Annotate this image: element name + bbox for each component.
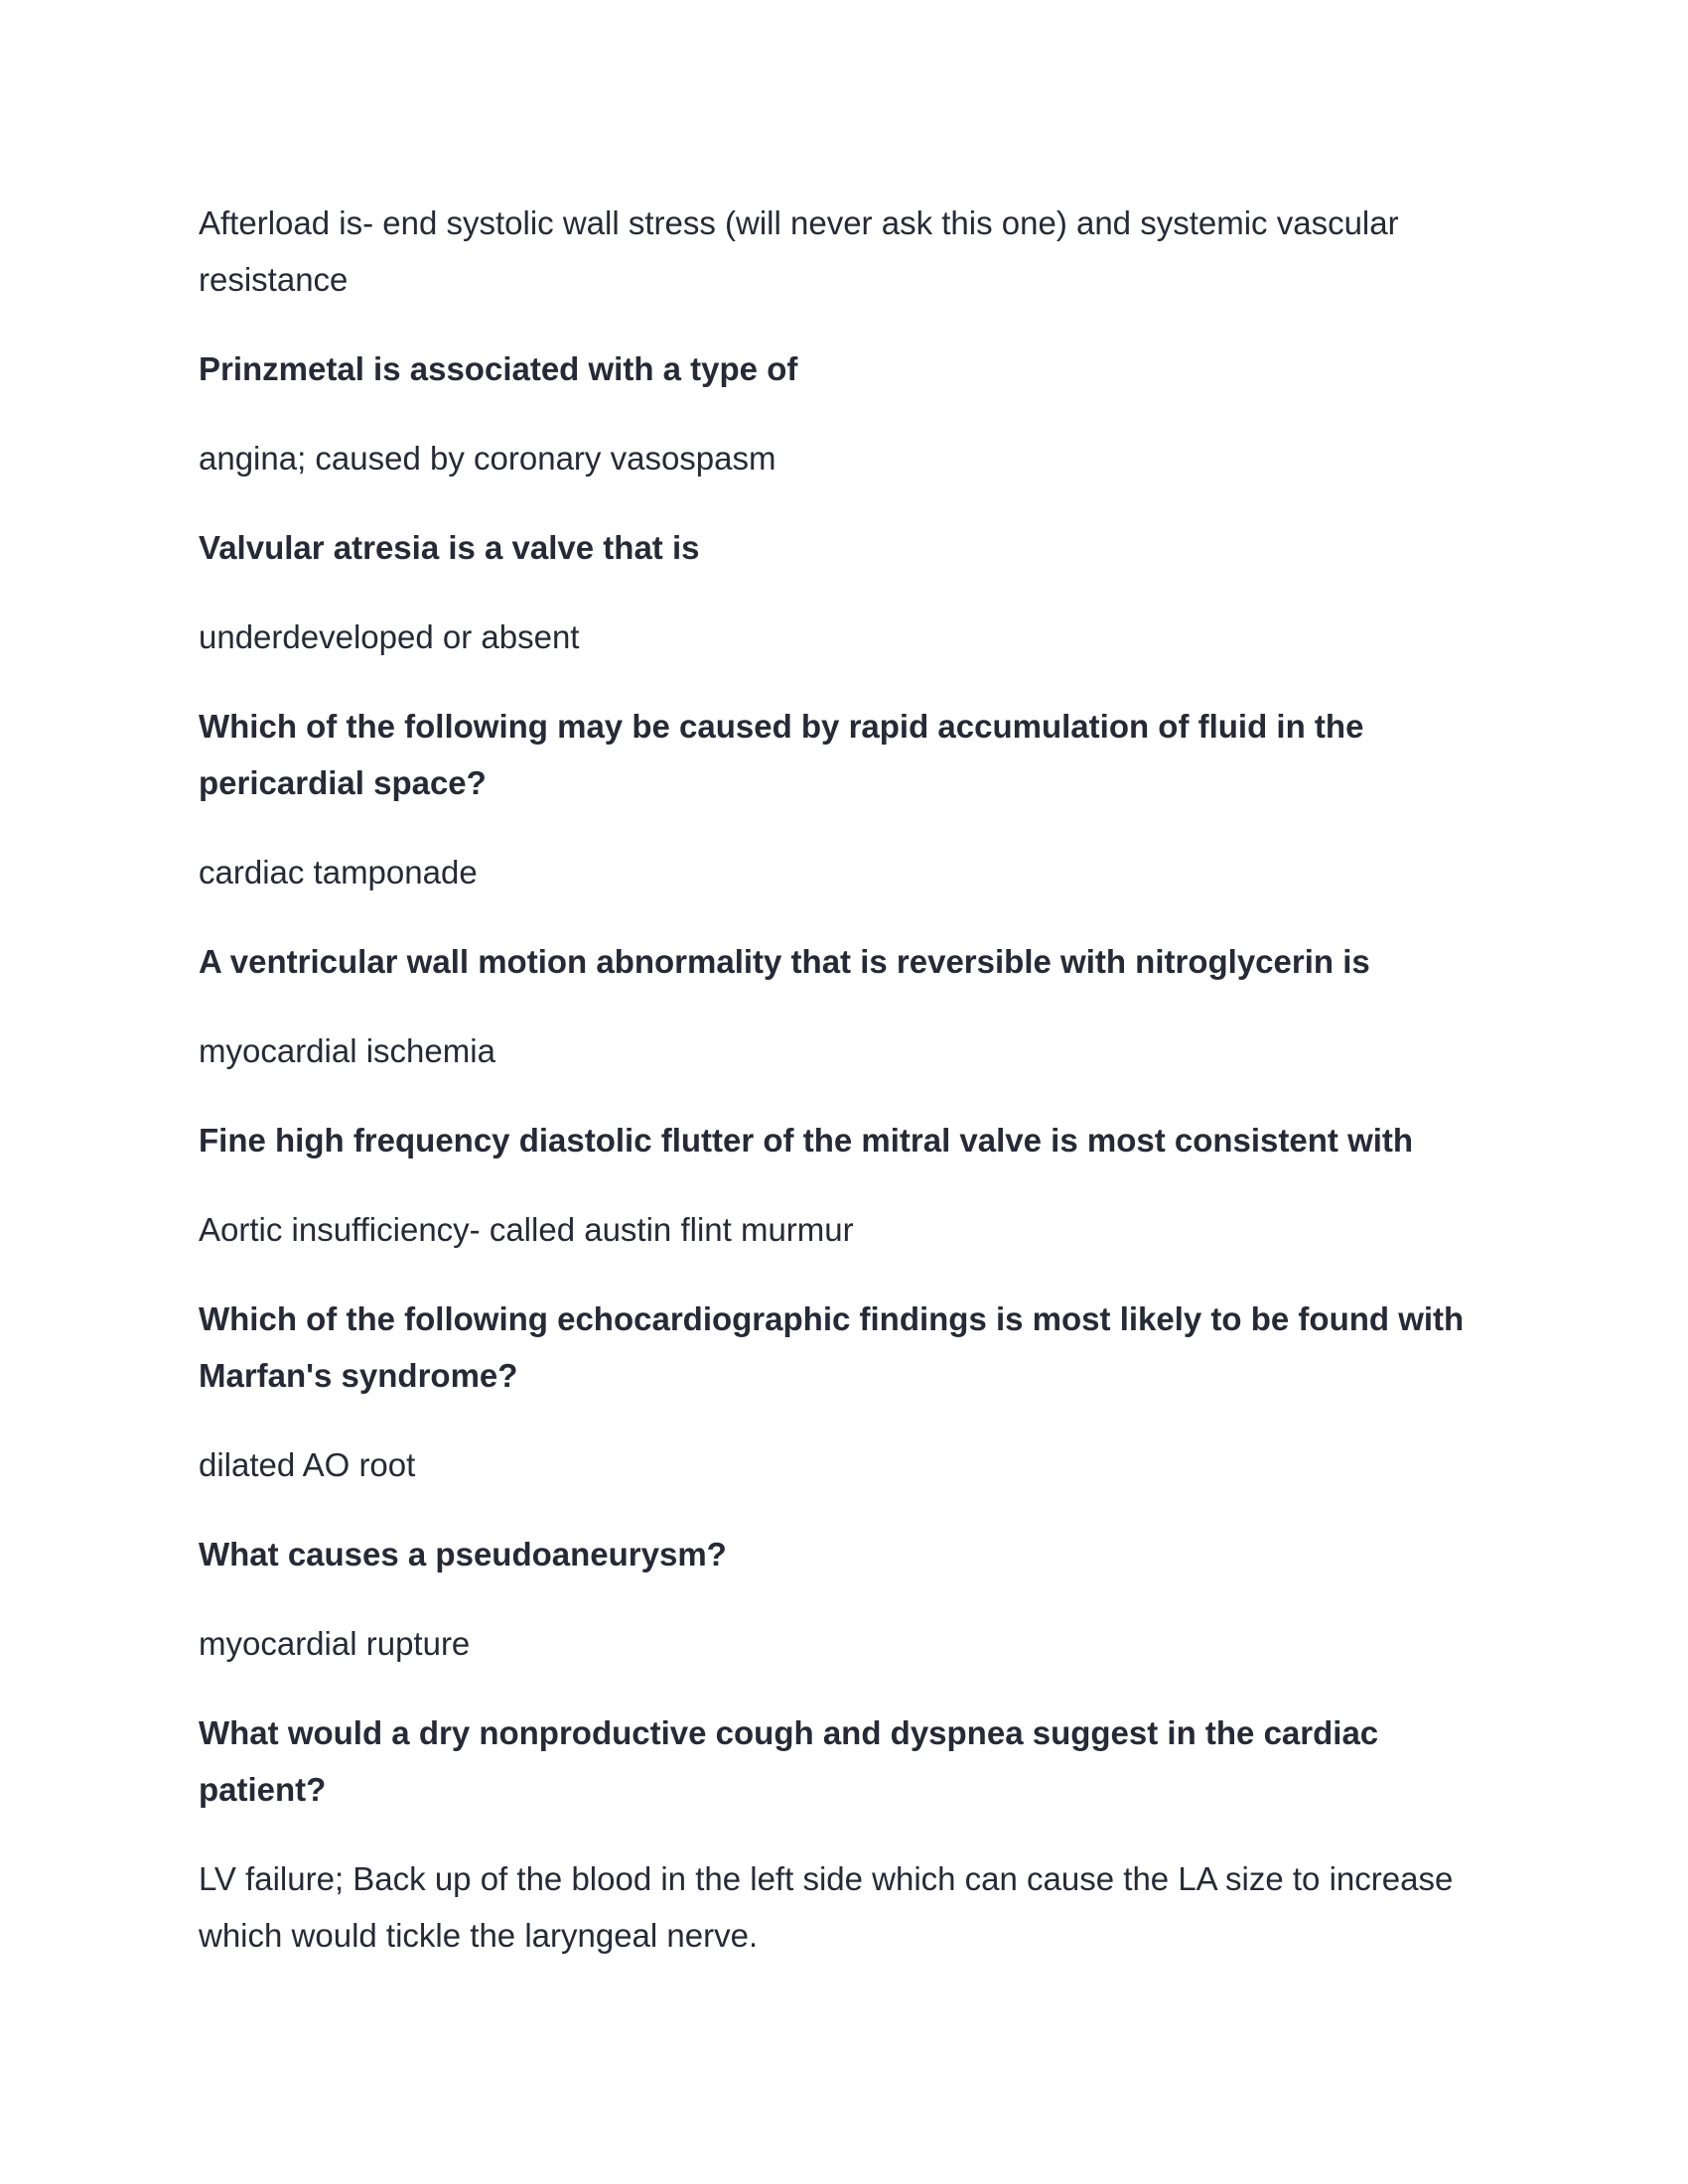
- answer-text: underdeveloped or absent: [199, 618, 580, 655]
- question-text: What would a dry nonproductive cough and dyspnea suggest in the cardiac patient?: [199, 1714, 1379, 1808]
- answer-text: myocardial ischemia: [199, 1032, 495, 1069]
- question-text: A ventricular wall motion abnormality that is reversible with nitroglycerin is: [199, 943, 1370, 980]
- answer-text: cardiac tamponade: [199, 854, 478, 890]
- answer-text: dilated AO root: [199, 1446, 416, 1483]
- answer-text: LV failure; Back up of the blood in the left side which can cause the LA size to increase which would tickle the laryngeal nerve.: [199, 1860, 1454, 1954]
- question-text: Valvular atresia is a valve that is: [199, 529, 700, 566]
- document-page: [199, 195, 1499, 1964]
- question-text: Which of the following echocardiographic findings is most likely to be found with Marfan's syndrome?: [199, 1300, 1465, 1394]
- answer-text: Afterload is- end systolic wall stress (will never ask this one) and systemic vascular resistance: [199, 205, 1399, 298]
- answer-text: Aortic insufficiency- called austin flint murmur: [199, 1211, 854, 1248]
- question-text: Which of the following may be caused by rapid accumulation of fluid in the pericardial space?: [199, 708, 1364, 801]
- question-text: Fine high frequency diastolic flutter of the mitral valve is most consistent with: [199, 1122, 1414, 1159]
- answer-text: myocardial rupture: [199, 1625, 471, 1662]
- question-text: Prinzmetal is associated with a type of: [199, 350, 798, 387]
- question-text: What causes a pseudoaneurysm?: [199, 1536, 727, 1572]
- answer-text: angina; caused by coronary vasospasm: [199, 440, 776, 477]
